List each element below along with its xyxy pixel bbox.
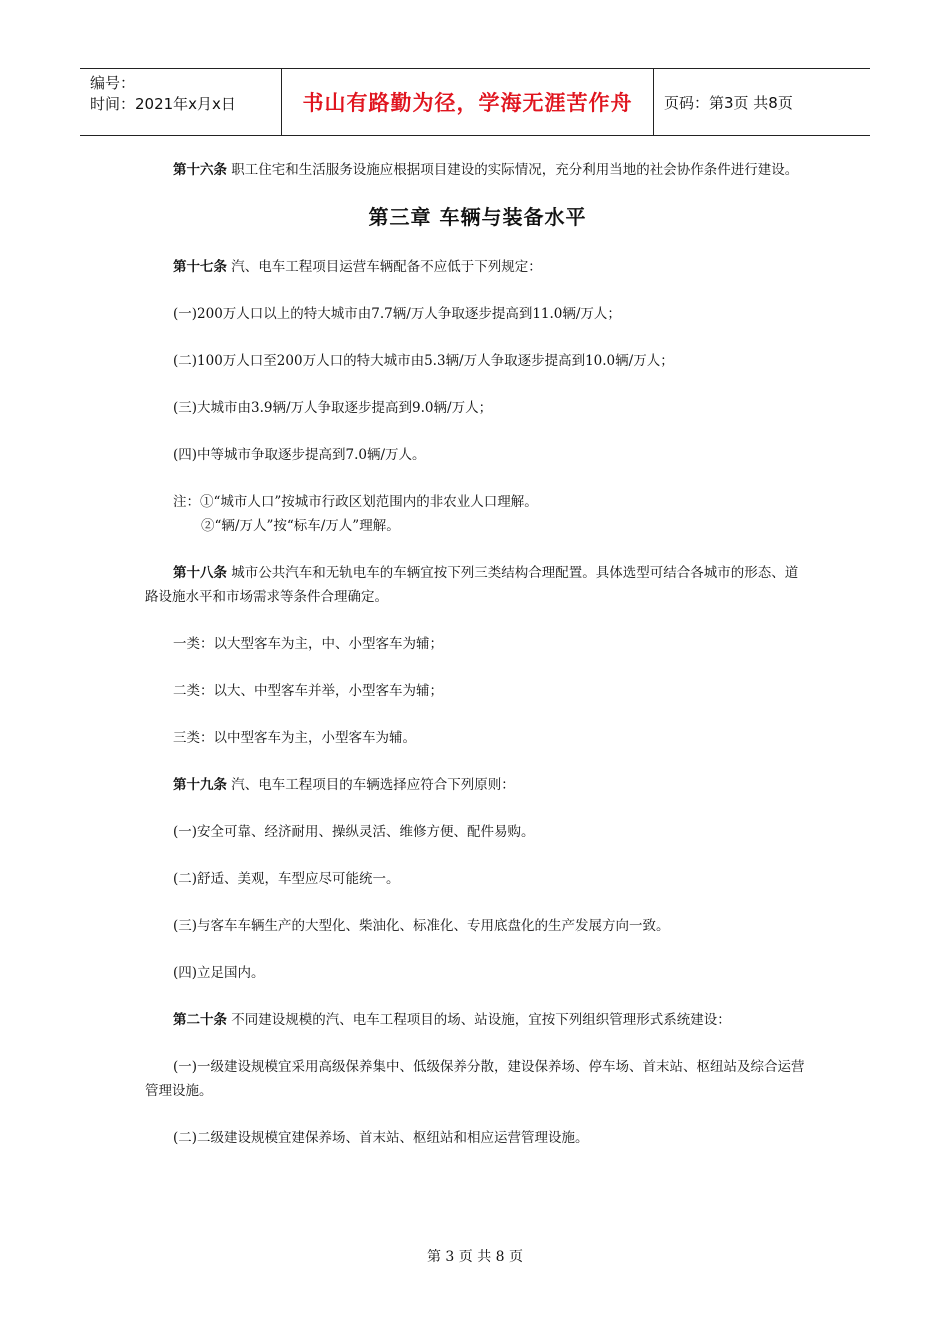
document-header bbox=[80, 68, 870, 136]
article-text: 汽、电车工程项目的车辆选择应符合下列原则： bbox=[231, 777, 515, 793]
list-item: (三)与客车车辆生产的大型化、柴油化、标准化、专用底盘化的生产发展方向一致。 bbox=[173, 918, 670, 934]
list-item: 一类：以大型客车为主，中、小型客车为辅； bbox=[173, 636, 443, 652]
header-motto: 书山有路勤为径，学海无涯苦作舟 bbox=[282, 69, 654, 135]
note-line-2: ②“辆/万人”按“标车/万人”理解。 bbox=[201, 518, 400, 534]
code-label: 编号： bbox=[90, 74, 136, 92]
list-item: (二)二级建设规模宜建保养场、首末站、枢纽站和相应运营管理设施。 bbox=[173, 1130, 589, 1146]
list-item: (一)200万人口以上的特大城市由7.7辆/万人争取逐步提高到11.0辆/万人； bbox=[173, 306, 621, 322]
article-text: 不同建设规模的汽、电车工程项目的场、站设施，宜按下列组织管理形式系统建设： bbox=[231, 1012, 731, 1028]
article-text: 职工住宅和生活服务设施应根据项目建设的实际情况，充分利用当地的社会协作条件进行建设。 bbox=[231, 162, 799, 178]
article-18 bbox=[145, 561, 810, 609]
chapter-title: 第三章 车辆与装备水平 bbox=[368, 205, 587, 229]
list-item: (一)一级建设规模宜采用高级保养集中、低级保养分散，建设保养场、停车场、首末站、枢纽站及综合运营管理设施。 bbox=[145, 1059, 805, 1099]
list-item: (二)舒适、美观，车型应尽可能统一。 bbox=[173, 871, 400, 887]
list-item: (二)100万人口至200万人口的特大城市由5.3辆/万人争取逐步提高到10.0辆/万人； bbox=[173, 353, 674, 369]
header-page-info: 页码：第3页 共8页 bbox=[664, 93, 793, 112]
note-line-1: 注：①“城市人口”按城市行政区划范围内的非农业人口理解。 bbox=[173, 494, 538, 510]
header-meta bbox=[80, 69, 282, 135]
article-number: 第十六条 bbox=[173, 162, 227, 178]
article-19 bbox=[145, 773, 810, 797]
list-item: (四)立足国内。 bbox=[173, 965, 265, 981]
list-item: (一)安全可靠、经济耐用、操纵灵活、维修方便、配件易购。 bbox=[173, 824, 535, 840]
article-17 bbox=[145, 255, 810, 279]
document-body bbox=[145, 158, 810, 1173]
article-number: 第二十条 bbox=[173, 1012, 227, 1028]
list-item: 三类：以中型客车为主，小型客车为辅。 bbox=[173, 730, 416, 746]
page-footer: 第 3 页 共 8 页 bbox=[426, 1249, 524, 1265]
article-20 bbox=[145, 1008, 810, 1032]
list-item: (三)大城市由3.9辆/万人争取逐步提高到9.0辆/万人； bbox=[173, 400, 493, 416]
article-text: 城市公共汽车和无轨电车的车辆宜按下列三类结构合理配置。具体选型可结合各城市的形态、道路设施水平和市场需求等条件合理确定。 bbox=[145, 565, 799, 605]
article-number: 第十七条 bbox=[173, 259, 227, 275]
list-item: 二类：以大、中型客车并举，小型客车为辅； bbox=[173, 683, 443, 699]
article-number: 第十八条 bbox=[173, 565, 227, 581]
article-16 bbox=[145, 158, 810, 182]
article-number: 第十九条 bbox=[173, 777, 227, 793]
time-label: 时间：2021年x月x日 bbox=[90, 95, 236, 113]
list-item: (四)中等城市争取逐步提高到7.0辆/万人。 bbox=[173, 447, 426, 463]
note-block bbox=[145, 490, 810, 538]
article-text: 汽、电车工程项目运营车辆配备不应低于下列规定： bbox=[231, 259, 542, 275]
